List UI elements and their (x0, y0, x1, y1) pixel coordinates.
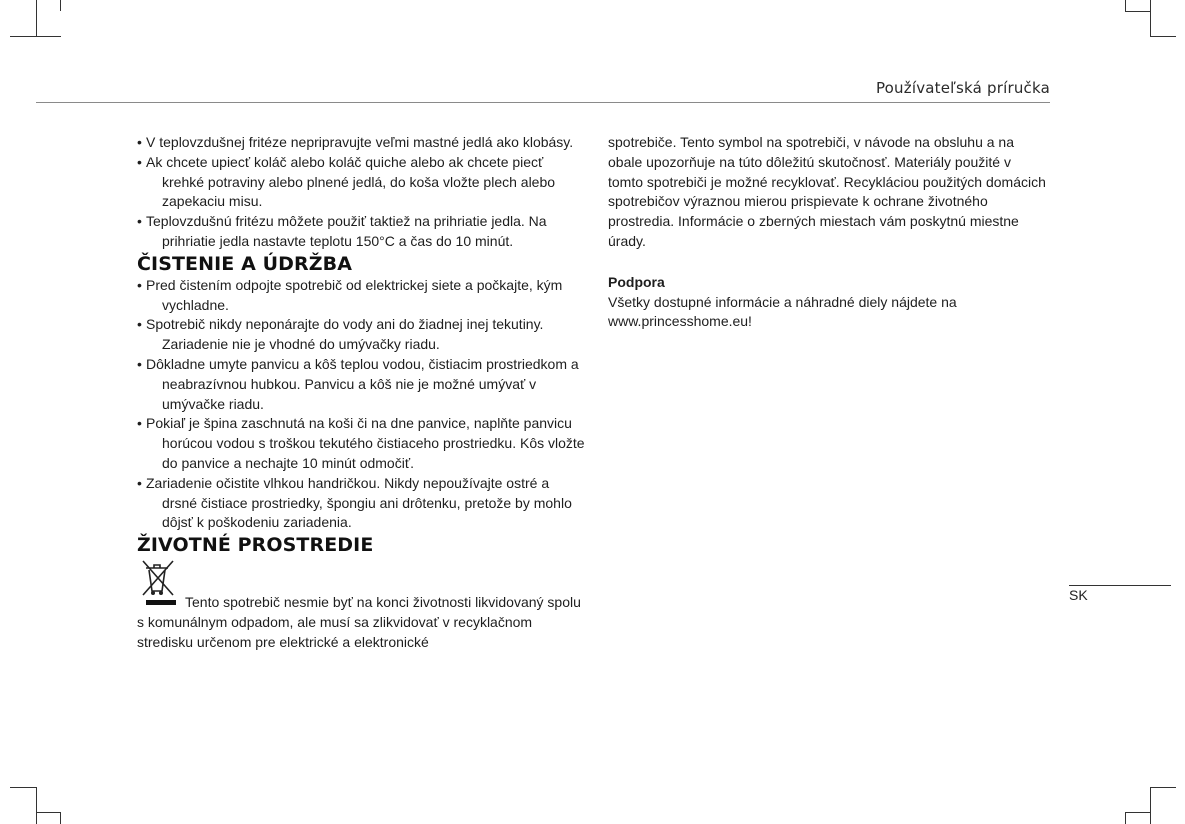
right-column (608, 133, 1048, 332)
crop-mark (36, 812, 61, 813)
list-item: • Ak chcete upiecť koláč alebo koláč quiche alebo ak chcete piecť krehké potraviny alebo plnené jedlá, do koša vložte plech alebo zapekaciu misu. (137, 153, 556, 210)
list-item: • Spotrebič nikdy neponárajte do vody ani do žiadnej inej tekutiny. Zariadenie nie je vhodné do umývačky riadu. (137, 316, 544, 353)
environment-text-continued: spotrebiče. Tento symbol na spotrebiči, v návode na obsluhu a na obale upozorňuje na túto dôležitú skutočnosť. Materiály použité v tomto spotrebiči je možné recyklovať. Recykláciou použitých domácich spotrebičov výraznou mierou prispievate k ochrane životného prostredia. Informácie o zberných miestach vám poskytnú miestne úrady. (608, 134, 1046, 249)
header-divider (36, 102, 1050, 103)
crop-mark (10, 787, 36, 788)
crop-mark (10, 36, 61, 37)
list-item: • Zariadenie očistite vlhkou handričkou. Nikdy nepoužívajte ostré a drsné čistiace prostriedky, špongiu ani drôtenku, pretože by mohlo dôjsť k poškodeniu zariadenia. (137, 474, 572, 531)
cleaning-bullet-list (137, 276, 587, 533)
crop-mark (1125, 0, 1126, 11)
crop-mark (36, 787, 37, 824)
list-item: • Dôkladne umyte panvicu a kôš teplou vodou, čistiacim prostriedkom a neabrazívnou hubkou. Panvicu a kôš nie je možné umývať v umývačke riadu. (137, 355, 579, 412)
support-text: Všetky dostupné informácie a náhradné diely nájdete na www.princesshome.eu! (608, 293, 957, 330)
cleaning-heading: ČISTENIE A ÚDRŽBA (137, 252, 353, 275)
list-item: • Teplovzdušnú fritézu môžete použiť taktiež na prihriatie jedla. Na prihriatie jedla nastavte teplotu 150°C a čas do 10 minút. (137, 213, 547, 249)
environment-heading: ŽIVOTNÉ PROSTREDIE (137, 534, 374, 557)
crop-mark (1150, 787, 1151, 824)
crop-mark (1125, 11, 1150, 12)
support-heading: Podpora (608, 273, 665, 290)
list-item: • Pred čistením odpojte spotrebič od elektrickej siete a počkajte, kým vychladne. (137, 276, 563, 313)
language-code: SK (1069, 587, 1088, 603)
manual-title: Používateľská príručka (875, 79, 1050, 97)
language-divider (1069, 585, 1171, 586)
crop-mark (60, 812, 61, 824)
crop-mark (1150, 36, 1176, 37)
crop-mark (60, 0, 61, 11)
crop-mark (1150, 787, 1176, 788)
crop-mark (1125, 812, 1126, 824)
crop-mark (1150, 0, 1151, 36)
environment-text: Tento spotrebič nesmie byť na konci životnosti likvidovaný spolu s komunálnym odpadom, ale musí sa zlikvidovať v recyklačnom stredisku určenom pre elektrické a elektronické (137, 594, 581, 650)
left-column (137, 133, 587, 653)
intro-bullet-list (137, 133, 587, 252)
crop-mark (1125, 812, 1150, 813)
list-item: • V teplovzdušnej fritéze nepripravujte veľmi mastné jedlá ako klobásy. (137, 134, 574, 150)
crop-mark (36, 0, 37, 36)
list-item: • Pokiaľ je špina zaschnutá na koši či na dne panvice, naplňte panvicu horúcou vodou s troškou tekutého čistiaceho prostriedku. Kôs vložte do panvice a nechajte 10 minút odmočiť. (137, 415, 585, 471)
